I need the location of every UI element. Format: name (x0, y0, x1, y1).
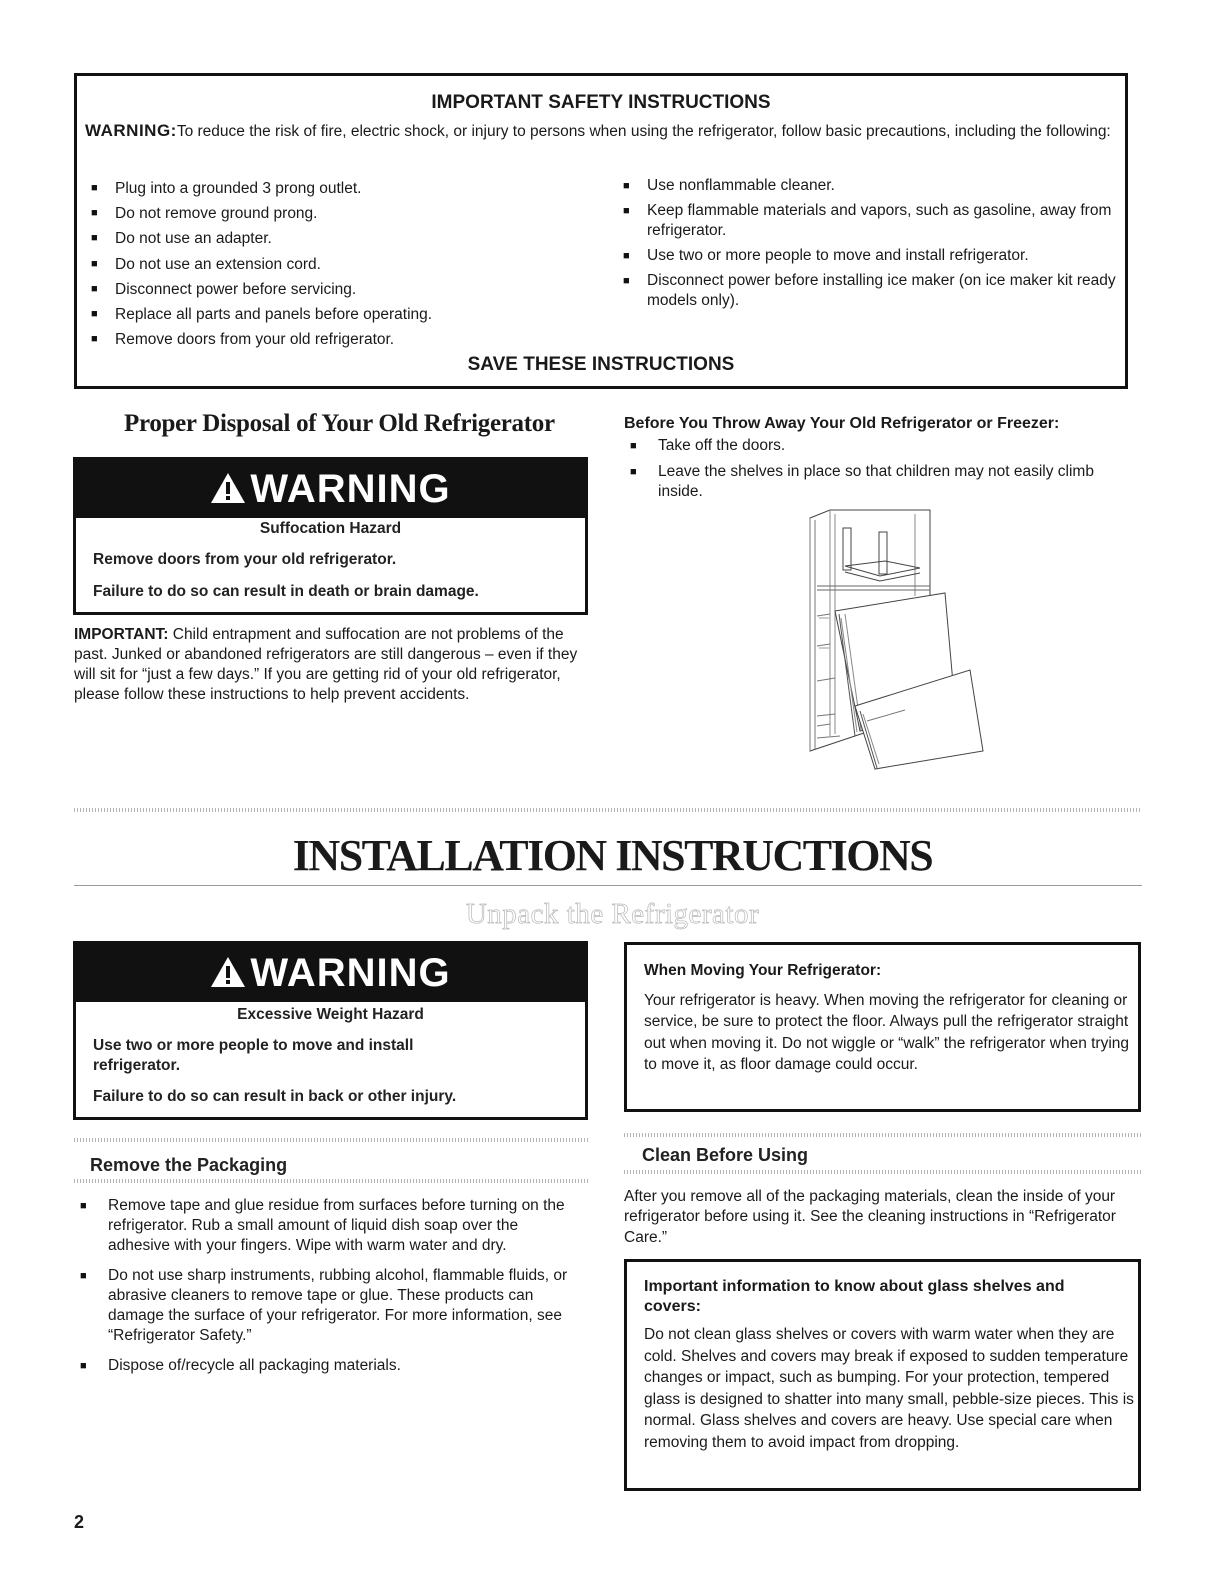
section-divider (624, 1170, 1142, 1174)
warning-banner (76, 460, 585, 518)
list-item: ■ Leave the shelves in place so that children may not easily climb inside. (624, 462, 1134, 502)
warning-banner-text: WARNING (250, 467, 451, 511)
list-item: ■ Do not use an adapter. (85, 226, 575, 251)
section-divider (74, 1138, 589, 1142)
remove-packaging-title: Remove the Packaging (90, 1155, 288, 1175)
remove-packaging-list (74, 1196, 584, 1386)
warning-triangle-icon (210, 956, 246, 988)
list-item: ■ Keep flammable materials and vapors, such as gasoline, away from refrigerator. (617, 201, 1117, 241)
title-rule (74, 885, 1142, 886)
list-item: ■ Disconnect power before servicing. (85, 277, 575, 302)
list-item: ■ Dispose of/recycle all packaging materials. (74, 1356, 584, 1376)
warning-body: To reduce the risk of fire, electric shock, or injury to persons when using the refrigerator, follow basic precautions, including the following: (176, 123, 1111, 140)
important-paragraph (74, 625, 594, 705)
list-item: ■ Remove doors from your old refrigerator. (85, 327, 575, 352)
before-throw-title: Before You Throw Away Your Old Refrigerator or Freezer: (624, 415, 1060, 432)
warning-line-1a: Use two or more people to move and install (93, 1037, 414, 1054)
clean-text: After you remove all of the packaging materials, clean the inside of your refrigerator before using it. See the cleaning instructions in “Refrigerator Care.” (624, 1188, 1116, 1246)
list-item: ■ Remove tape and glue residue from surfaces before turning on the refrigerator. Rub a small amount of liquid dish soap over the adhesive with your fingers. Wipe with warm water and dry. (74, 1196, 584, 1256)
list-item: ■ Plug into a grounded 3 prong outlet. (85, 176, 575, 201)
safety-list-right (617, 176, 1117, 316)
unpack-subtitle: Unpack the Refrigerator (465, 898, 760, 930)
suffocation-warning-box (73, 457, 588, 615)
important-text: Child entrapment and suffocation are not problems of the past. Junked or abandoned refrigerators are still dangerous – even if they will sit for “just a few days.” If you are getting rid of your old refrigerator, please follow these instructions to help prevent accidents. (74, 626, 578, 703)
installation-title: INSTALLATION INSTRUCTIONS (292, 831, 933, 880)
moving-title: When Moving Your Refrigerator: (644, 962, 882, 979)
safety-title: IMPORTANT SAFETY INSTRUCTIONS (431, 92, 771, 113)
safety-warning-text (85, 121, 1115, 142)
list-item: ■ Use two or more people to move and install refrigerator. (617, 246, 1117, 266)
section-divider (74, 808, 1142, 812)
section-divider (74, 1179, 589, 1183)
list-item: ■ Disconnect power before installing ice maker (on ice maker kit ready models only). (617, 271, 1117, 311)
hazard-label: Suffocation Hazard (259, 520, 402, 537)
warning-triangle-icon (210, 472, 246, 504)
important-label: IMPORTANT: (74, 626, 169, 643)
list-item: ■ Replace all parts and panels before operating. (85, 302, 575, 327)
warning-line-2: Failure to do so can result in death or brain damage. (93, 583, 479, 600)
warning-banner-text: WARNING (250, 951, 451, 995)
glass-title: Important information to know about glass shelves and covers: (644, 1278, 1065, 1315)
before-throw-list (624, 436, 1134, 508)
moving-info-box (624, 942, 1141, 1112)
section-divider (624, 1133, 1142, 1137)
list-item: ■ Take off the doors. (624, 436, 1134, 456)
disposal-title: Proper Disposal of Your Old Refrigerator (124, 410, 555, 437)
warning-line-2: Failure to do so can result in back or other injury. (93, 1088, 457, 1105)
weight-warning-box (73, 941, 588, 1120)
moving-text: Your refrigerator is heavy. When moving the refrigerator for cleaning or service, be sure to protect the floor. Always pull the refrigerator straight out when moving it. Do not wiggle or “walk” the refrigerator when trying to move it, as floor damage could occur. (644, 992, 1130, 1073)
glass-text: Do not clean glass shelves or covers with warm water when they are cold. Shelves and covers may break if exposed to sudden temperature changes or impact, such as bumping. For your protection, tempered glass is designed to shatter into many small, pebble-size pieces. This is normal. Glass shelves and covers are heavy. Use special care when removing them to avoid impact from dropping. (644, 1326, 1134, 1451)
safety-instructions-box (74, 73, 1128, 389)
list-item: ■ Do not remove ground prong. (85, 201, 575, 226)
safety-list-left (85, 176, 575, 352)
save-instructions-text: SAVE THESE INSTRUCTIONS (467, 354, 735, 375)
list-item: ■ Use nonflammable cleaner. (617, 176, 1117, 196)
warning-line-1b: refrigerator. (93, 1057, 181, 1074)
refrigerator-doors-removed-illustration (805, 506, 990, 774)
list-item: ■ Do not use sharp instruments, rubbing alcohol, flammable fluids, or abrasive cleaners to remove tape or glue. These products can damage the surface of your refrigerator. For more information, see “Refrigerator Safety.” (74, 1266, 584, 1346)
clean-before-using-title: Clean Before Using (642, 1145, 809, 1165)
list-item: ■ Do not use an extension cord. (85, 252, 575, 277)
hazard-label: Excessive Weight Hazard (237, 1006, 424, 1023)
warning-banner (76, 944, 585, 1002)
page-number: 2 (74, 1512, 85, 1532)
glass-shelves-info-box (624, 1259, 1141, 1491)
warning-line-1: Remove doors from your old refrigerator. (93, 551, 397, 568)
warning-label: WARNING: (85, 121, 177, 140)
